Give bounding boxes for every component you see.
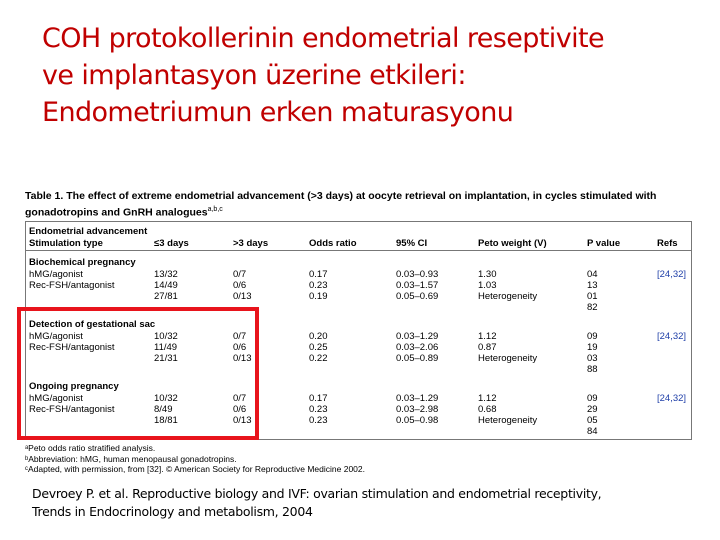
slide-title-line-1: COH protokollerinin endometrial reseptivite bbox=[42, 23, 604, 54]
table-cell-95-ci: 0.03–0.93 bbox=[396, 269, 439, 280]
table-cell-peto-weight: 1.03 bbox=[478, 280, 497, 291]
table-caption-superscript: a,b,c bbox=[207, 206, 223, 213]
table-cell-peto-weight: Heterogeneity bbox=[478, 353, 538, 364]
citation bbox=[32, 485, 601, 521]
table-cell-peto-weight: 0.68 bbox=[478, 404, 497, 415]
slide-title bbox=[42, 20, 702, 131]
table-cell-odds-ratio: 0.23 bbox=[309, 404, 328, 415]
table-cell-95-ci: 0.03–2.98 bbox=[396, 404, 439, 415]
table-cell-p-value: 82 bbox=[587, 302, 598, 313]
table-cell-stimulation-type: hMG/agonist bbox=[29, 269, 83, 280]
table-footnotes bbox=[25, 443, 365, 475]
table-cell-le3-days: 18/81 bbox=[154, 415, 178, 426]
table-cell-p-value: 84 bbox=[587, 426, 598, 437]
table-cell-refs-link[interactable]: [24,32] bbox=[657, 331, 687, 342]
table-cell-p-value: 13 bbox=[587, 280, 598, 291]
table-cell-95-ci: 0.03–1.29 bbox=[396, 331, 439, 342]
section-heading: Biochemical pregnancy bbox=[29, 257, 136, 268]
section-heading: Ongoing pregnancy bbox=[29, 381, 119, 392]
header-col-p-value: P value bbox=[587, 238, 621, 249]
table-cell-gt3-days: 0/13 bbox=[233, 353, 252, 364]
table-cell-95-ci: 0.05–0.98 bbox=[396, 415, 439, 426]
section-heading: Detection of gestational sac bbox=[29, 319, 156, 330]
table-cell-le3-days: 10/32 bbox=[154, 393, 178, 404]
citation-line-2: Trends in Endocrinology and metabolism, 2004 bbox=[32, 504, 313, 519]
table-cell-le3-days: 11/49 bbox=[154, 342, 178, 353]
table-cell-stimulation-type: hMG/agonist bbox=[29, 331, 83, 342]
table-cell-le3-days: 21/31 bbox=[154, 353, 178, 364]
table-cell-p-value: 19 bbox=[587, 342, 598, 353]
table-cell-p-value: 09 bbox=[587, 393, 598, 404]
table-cell-peto-weight: 1.30 bbox=[478, 269, 497, 280]
table-cell-p-value: 03 bbox=[587, 353, 598, 364]
table-cell-gt3-days: 0/6 bbox=[233, 342, 247, 353]
table-cell-peto-weight: Heterogeneity bbox=[478, 291, 538, 302]
table-cell-refs-link[interactable]: [24,32] bbox=[657, 269, 687, 280]
table-cell-le3-days: 27/81 bbox=[154, 291, 178, 302]
header-col-95-ci: 95% CI bbox=[396, 238, 428, 249]
table-cell-refs-link[interactable]: [24,32] bbox=[657, 393, 687, 404]
table-cell-gt3-days: 0/7 bbox=[233, 393, 247, 404]
table-cell-stimulation-type: hMG/agonist bbox=[29, 393, 83, 404]
table-cell-95-ci: 0.03–1.57 bbox=[396, 280, 439, 291]
footnote-a: ᵃPeto odds ratio stratified analysis. bbox=[25, 443, 156, 453]
table-cell-stimulation-type: Rec-FSH/antagonist bbox=[29, 280, 115, 291]
table-cell-le3-days: 13/32 bbox=[154, 269, 178, 280]
table-cell-gt3-days: 0/6 bbox=[233, 404, 247, 415]
table-caption-line-2: gonadotropins and GnRH analogues bbox=[25, 206, 208, 219]
table-cell-le3-days: 8/49 bbox=[154, 404, 173, 415]
table-cell-odds-ratio: 0.17 bbox=[309, 269, 328, 280]
table-cell-stimulation-type: Rec-FSH/antagonist bbox=[29, 342, 115, 353]
slide-title-line-2: ve implantasyon üzerine etkileri: bbox=[42, 60, 466, 91]
table-cell-stimulation-type: Rec-FSH/antagonist bbox=[29, 404, 115, 415]
table-cell-gt3-days: 0/7 bbox=[233, 331, 247, 342]
table-cell-p-value: 88 bbox=[587, 364, 598, 375]
header-col-peto-weight: Peto weight (V) bbox=[478, 238, 547, 249]
table-cell-95-ci: 0.05–0.89 bbox=[396, 353, 439, 364]
header-col-odds-ratio: Odds ratio bbox=[309, 238, 357, 249]
table-cell-odds-ratio: 0.17 bbox=[309, 393, 328, 404]
table-cell-gt3-days: 0/13 bbox=[233, 415, 252, 426]
highlight-box bbox=[17, 307, 259, 440]
table-cell-odds-ratio: 0.25 bbox=[309, 342, 328, 353]
header-col-gt3-days: >3 days bbox=[233, 238, 269, 249]
table-caption bbox=[25, 190, 697, 220]
table-cell-peto-weight: 1.12 bbox=[478, 393, 497, 404]
header-col-le3-days: ≤3 days bbox=[154, 238, 189, 249]
table-cell-le3-days: 10/32 bbox=[154, 331, 178, 342]
slide-title-line-3: Endometriumun erken maturasyonu bbox=[42, 97, 514, 128]
table-cell-odds-ratio: 0.20 bbox=[309, 331, 328, 342]
table-cell-95-ci: 0.03–1.29 bbox=[396, 393, 439, 404]
table-cell-peto-weight: 1.12 bbox=[478, 331, 497, 342]
table-cell-gt3-days: 0/7 bbox=[233, 269, 247, 280]
footnote-c: ᶜAdapted, with permission, from [32]. © American Society for Reproductive Medicine 2002. bbox=[25, 464, 365, 474]
table-cell-peto-weight: Heterogeneity bbox=[478, 415, 538, 426]
table-caption-line-1: Table 1. The effect of extreme endometrial advancement (>3 days) at oocyte retrieval on implantation, in cycles stimulated with bbox=[25, 190, 657, 202]
citation-line-1: Devroey P. et al. Reproductive biology and IVF: ovarian stimulation and endometrial receptivity, bbox=[32, 486, 602, 501]
table-group-header: Endometrial advancement bbox=[29, 226, 148, 237]
table-cell-odds-ratio: 0.23 bbox=[309, 280, 328, 291]
table-cell-p-value: 05 bbox=[587, 415, 598, 426]
table-cell-odds-ratio: 0.22 bbox=[309, 353, 328, 364]
table-cell-p-value: 01 bbox=[587, 291, 598, 302]
table-cell-95-ci: 0.05–0.69 bbox=[396, 291, 439, 302]
table-cell-peto-weight: 0.87 bbox=[478, 342, 497, 353]
table-cell-le3-days: 14/49 bbox=[154, 280, 178, 291]
table-cell-95-ci: 0.03–2.06 bbox=[396, 342, 439, 353]
header-col-stimulation-type: Stimulation type bbox=[29, 238, 103, 249]
table-cell-gt3-days: 0/6 bbox=[233, 280, 247, 291]
table-cell-p-value: 04 bbox=[587, 269, 598, 280]
table-cell-p-value: 09 bbox=[587, 331, 598, 342]
table-cell-odds-ratio: 0.19 bbox=[309, 291, 328, 302]
footnote-b: ᵇAbbreviation: hMG, human menopausal gonadotropins. bbox=[25, 453, 237, 464]
header-col-refs: Refs bbox=[657, 238, 678, 249]
table-cell-gt3-days: 0/13 bbox=[233, 291, 252, 302]
table-header-row bbox=[26, 237, 691, 251]
table-cell-p-value: 29 bbox=[587, 404, 598, 415]
table-cell-odds-ratio: 0.23 bbox=[309, 415, 328, 426]
